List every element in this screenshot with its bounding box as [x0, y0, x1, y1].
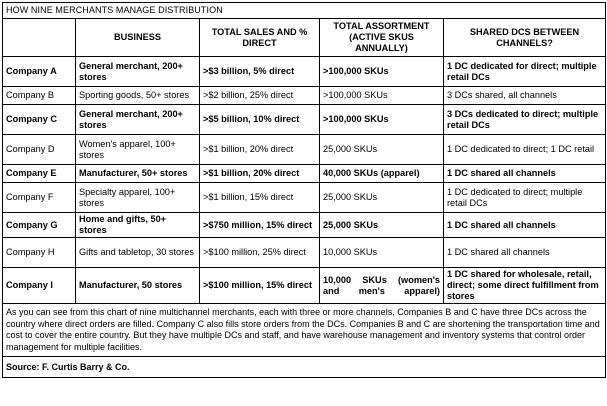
dcs-cell: 1 DC shared all channels — [444, 213, 606, 238]
header-assortment: TOTAL ASSORTMENT (ACTIVE SKUS ANNUALLY) — [320, 19, 444, 57]
header-business: BUSINESS — [76, 19, 200, 57]
table-row — [3, 238, 606, 268]
dcs-cell: 1 DC shared for wholesale, retail, direct; some direct fulfillment from stores — [444, 268, 606, 304]
company-cell: Company A — [3, 57, 76, 87]
assortment-cell: 25,000 SKUs — [320, 213, 444, 238]
business-cell: General merchant, 200+ stores — [76, 57, 200, 87]
sales-cell: >$5 billion, 10% direct — [200, 105, 320, 135]
assortment-cell: 10,000 SKUs — [320, 238, 444, 268]
sales-cell: >$100 million, 15% direct — [200, 268, 320, 304]
business-cell: Specialty apparel, 100+ stores — [76, 183, 200, 213]
business-cell: Women's apparel, 100+ stores — [76, 135, 200, 165]
dcs-cell: 3 DCs shared, all channels — [444, 87, 606, 105]
header-row — [3, 19, 606, 57]
table-title: HOW NINE MERCHANTS MANAGE DISTRIBUTION — [3, 3, 606, 19]
assortment-cell: 10,000 SKUs (women's and men's apparel) — [320, 268, 444, 304]
business-cell: Gifts and tabletop, 30 stores — [76, 238, 200, 268]
business-cell: Manufacturer, 50+ stores — [76, 165, 200, 183]
dcs-cell: 1 DC dedicated for direct; multiple retail DCs — [444, 57, 606, 87]
title-row — [3, 3, 606, 19]
assortment-cell: 25,000 SKUs — [320, 183, 444, 213]
sales-cell: >$1 billion, 20% direct — [200, 135, 320, 165]
business-cell: Home and gifts, 50+ stores — [76, 213, 200, 238]
table-row — [3, 105, 606, 135]
dcs-cell: 1 DC shared all channels — [444, 165, 606, 183]
distribution-table — [2, 2, 606, 378]
assortment-cell: >100,000 SKUs — [320, 105, 444, 135]
company-cell: Company D — [3, 135, 76, 165]
sales-cell: >$100 million, 25% direct — [200, 238, 320, 268]
business-cell: General merchant, 200+ stores — [76, 105, 200, 135]
business-cell: Sporting goods, 50+ stores — [76, 87, 200, 105]
dcs-cell: 1 DC dedicated to direct; 1 DC retail — [444, 135, 606, 165]
company-cell: Company C — [3, 105, 76, 135]
company-cell: Company I — [3, 268, 76, 304]
sales-cell: >$2 billion, 25% direct — [200, 87, 320, 105]
table-row — [3, 268, 606, 304]
table-row — [3, 87, 606, 105]
business-cell: Manufacturer, 50 stores — [76, 268, 200, 304]
sales-cell: >$3 billion, 5% direct — [200, 57, 320, 87]
sales-cell: >$1 billion, 20% direct — [200, 165, 320, 183]
table-row — [3, 135, 606, 165]
assortment-cell: 25,000 SKUs — [320, 135, 444, 165]
source-citation: Source: F. Curtis Barry & Co. — [3, 357, 606, 378]
company-cell: Company F — [3, 183, 76, 213]
header-sales: TOTAL SALES AND % DIRECT — [200, 19, 320, 57]
dcs-cell: 3 DCs dedicated to direct; multiple retail DCs — [444, 105, 606, 135]
notes-row — [3, 304, 606, 357]
assortment-cell: 40,000 SKUs (apparel) — [320, 165, 444, 183]
assortment-cell: >100,000 SKUs — [320, 87, 444, 105]
table-row — [3, 57, 606, 87]
header-company — [3, 19, 76, 57]
company-cell: Company B — [3, 87, 76, 105]
company-cell: Company E — [3, 165, 76, 183]
notes-paragraph: As you can see from this chart of nine multichannel merchants, each with three or more channels, Companies B and C have three DCs across the country where direct orders are filled. Company C also fills store orders from the DCs. Companies B and C are shortening the transportation time and cost to cover the entire country. But they have multiple DCs and staff, and have warehouse management and inventory systems that control order management for multiple facilities. — [3, 304, 606, 357]
dcs-cell: 1 DC dedicated to direct; multiple retail DCs — [444, 183, 606, 213]
sales-cell: >$750 million, 15% direct — [200, 213, 320, 238]
source-row — [3, 357, 606, 378]
table-row — [3, 183, 606, 213]
table-row — [3, 213, 606, 238]
sales-cell: >$1 billion, 15% direct — [200, 183, 320, 213]
assortment-cell: >100,000 SKUs — [320, 57, 444, 87]
table-row — [3, 165, 606, 183]
header-shared-dcs: SHARED DCS BETWEEN CHANNELS? — [444, 19, 606, 57]
dcs-cell: 1 DC shared all channels — [444, 238, 606, 268]
company-cell: Company H — [3, 238, 76, 268]
distribution-table-frame — [2, 2, 605, 404]
company-cell: Company G — [3, 213, 76, 238]
